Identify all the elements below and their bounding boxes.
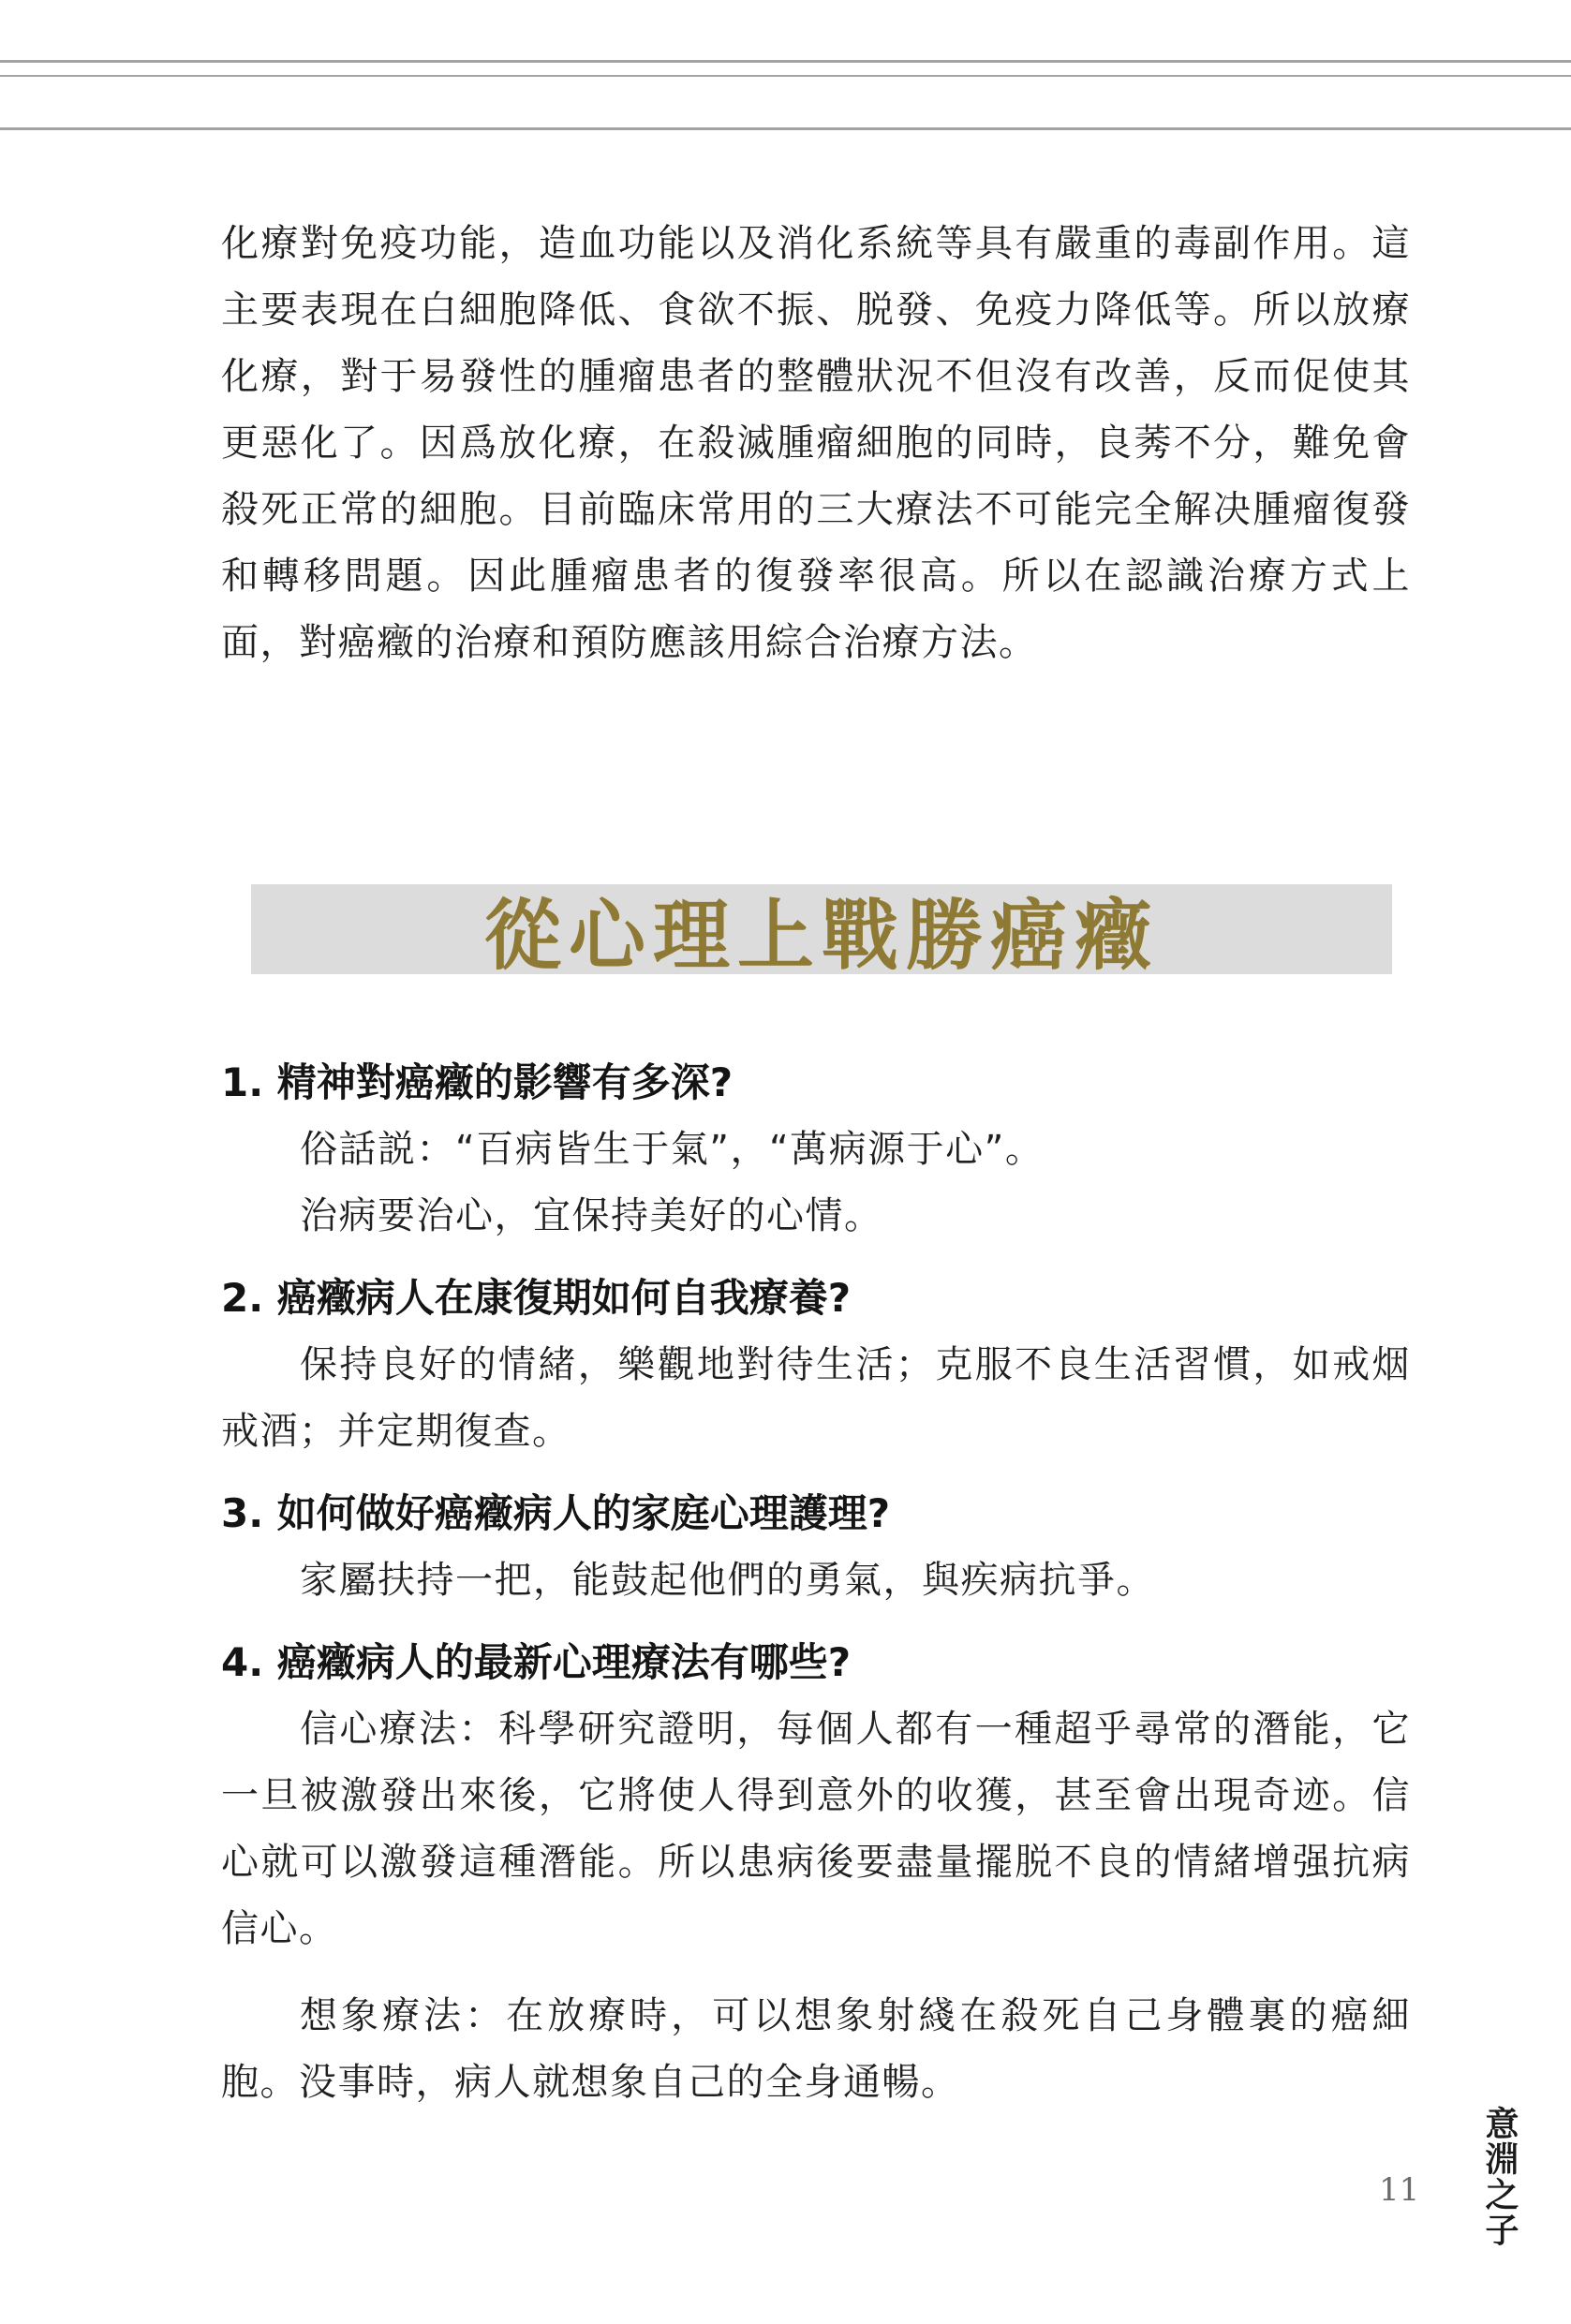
answer-3: 家屬扶持一把，能鼓起他們的勇氣，與疾病抗爭。 [300,1559,1155,1602]
series-label: 意淵之子 [1480,2106,1519,2248]
answer-1-line-1: 俗話説：“百病皆生于氣”，“萬病源于心”。 [300,1128,1045,1171]
question-3: 3. 如何做好癌癥病人的家庭心理護理? [221,1490,891,1536]
question-4: 4. 癌癥病人的最新心理療法有哪些? [221,1639,852,1685]
qa-section [221,1049,1411,2116]
question-2: 2. 癌癥病人在康復期如何自我療養? [221,1275,852,1321]
section-title-banner [251,884,1392,981]
answer-4-confidence-therapy: 信心療法：科學研究證明，每個人都有一種超乎尋常的潛能，它一旦被激發出來後，它將使人得到意外的收獲，甚至會出現奇迹。信心就可以激發這種潛能。所以患病後要盡量擺脱不良的情緒增强抗病信心。 [221,1708,1411,1950]
answer-4-imagination-therapy: 想象療法：在放療時，可以想象射綫在殺死自己身體裏的癌細胞。没事時，病人就想象自己的全身通暢。 [221,1994,1411,2104]
header-rule-top [0,60,1571,63]
header-rule-middle [0,75,1571,77]
answer-2: 保持良好的情緒，樂觀地對待生活；克服不良生活習慣，如戒烟戒酒；并定期復查。 [221,1343,1411,1453]
intro-section [221,211,1411,676]
question-1: 1. 精神對癌癥的影響有多深? [221,1059,734,1105]
page-number: 11 [1379,2171,1420,2209]
header-rule-bottom [0,127,1571,130]
section-title: 從心理上戰勝癌癥 [483,890,1159,981]
intro-paragraph: 化療對免疫功能，造血功能以及消化系統等具有嚴重的毒副作用。這主要表現在白細胞降低、食欲不振、脱發、免疫力降低等。所以放療化療，對于易發性的腫瘤患者的整體狀況不但沒有改善，反而促使其更惡化了。因爲放化療，在殺滅腫瘤細胞的同時，良莠不分，難免會殺死正常的細胞。目前臨床常用的三大療法不可能完全解决腫瘤復發和轉移問題。因此腫瘤患者的復發率很高。所以在認識治療方式上面，對癌癥的治療和預防應該用綜合治療方法。 [221,222,1411,664]
answer-1-line-2: 治病要治心，宜保持美好的心情。 [300,1194,883,1237]
